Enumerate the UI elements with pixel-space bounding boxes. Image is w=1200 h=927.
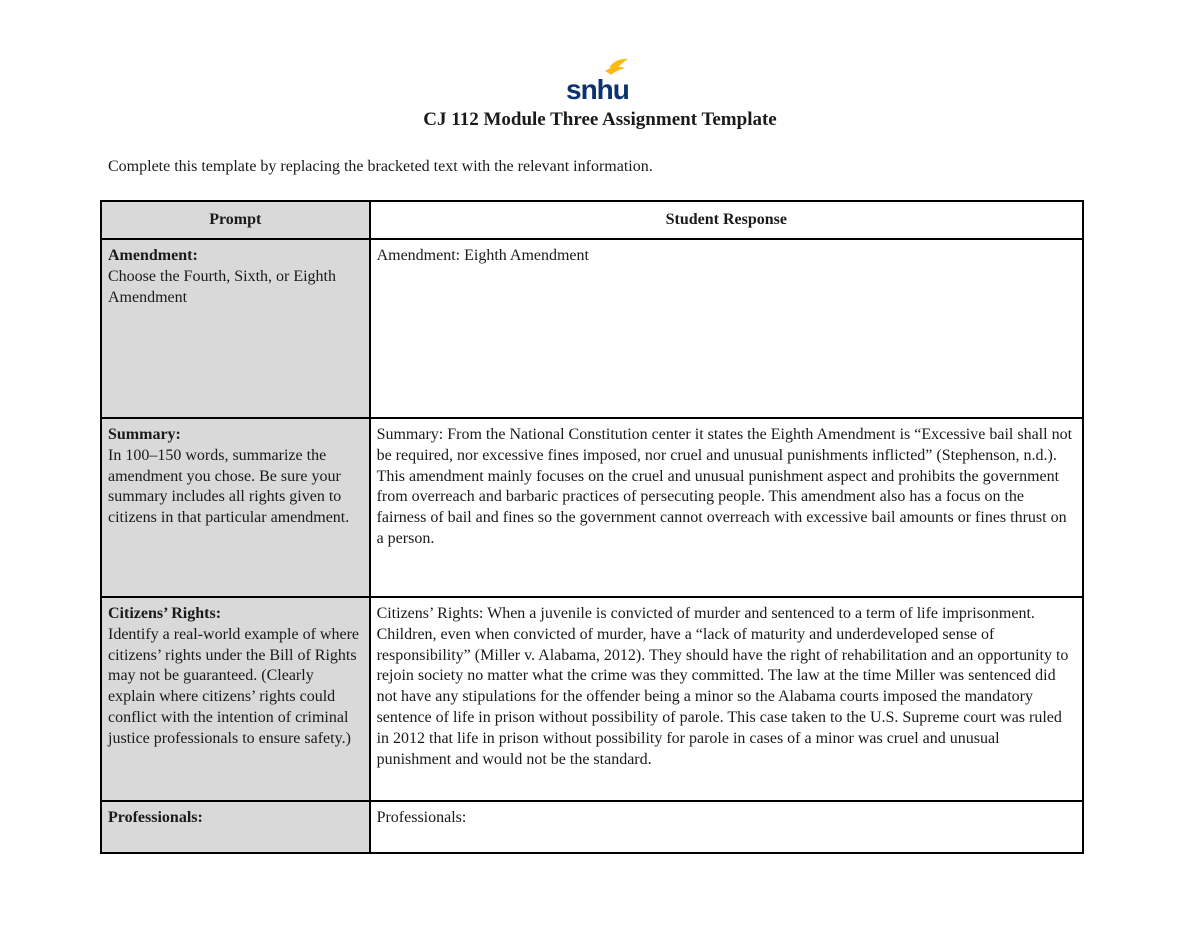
prompt-label: Professionals: — [108, 809, 203, 826]
response-cell-professionals[interactable]: Professionals: — [370, 801, 1083, 853]
prompt-cell-citizens-rights — [101, 597, 370, 801]
prompt-text: Identify a real-world example of where citizens’ rights under the Bill of Rights may not be guaranteed. (Clearly explain where citizens’ rights could conflict with the intention of criminal justice professionals to ensure safety.) — [108, 625, 359, 747]
prompt-column-header: Prompt — [101, 201, 370, 239]
prompt-label: Citizens’ Rights: — [108, 605, 222, 622]
prompt-text: Choose the Fourth, Sixth, or Eighth Amendment — [108, 267, 336, 306]
response-cell-amendment[interactable]: Amendment: Eighth Amendment — [370, 239, 1083, 418]
prompt-text: In 100–150 words, summarize the amendment you chose. Be sure your summary includes all rights given to citizens in that particular amendment. — [108, 446, 350, 527]
assignment-table — [100, 200, 1084, 854]
table-row — [101, 418, 1083, 597]
response-cell-summary[interactable]: Summary: From the National Constitution center it states the Eighth Amendment is “Excessive bail shall not be required, nor excessive fines imposed, nor cruel and unusual punishments inflicted” (Stephenson, n.d.). This amendment mainly focuses on the cruel and unusual punishment aspect and prohibits the government from overreach and barbaric practices of persecuting people. This amendment also has a focus on the fairness of bail and fines so the government cannot overreach with excessive bail amounts or fines thrust on a person. — [370, 418, 1083, 597]
snhu-logo — [565, 58, 633, 102]
prompt-cell-amendment — [101, 239, 370, 418]
table-header-row — [101, 201, 1083, 239]
table-row — [101, 801, 1083, 853]
response-cell-citizens-rights[interactable]: Citizens’ Rights: When a juvenile is convicted of murder and sentenced to a term of life imprisonment. Children, even when convicted of murder, have a “lack of maturity and underdeveloped sense of responsibility” (Miller v. Alabama, 2012). They should have the right of rehabilitation and an opportunity to rejoin society no matter what the crime was they committed. The law at the time Miller was sentenced did not have any stipulations for the offender being a minor so the Alabama courts imposed the mandatory sentence of life in prison without possibility of parole. This case taken to the U.S. Supreme court was ruled in 2012 that life in prison without possibility for parole in cases of a minor was cruel and unusual punishment and would not be the standard. — [370, 597, 1083, 801]
instructions-text: Complete this template by replacing the bracketed text with the relevant information. — [108, 158, 653, 175]
document-title: CJ 112 Module Three Assignment Template — [423, 109, 777, 130]
prompt-cell-summary — [101, 418, 370, 597]
prompt-cell-professionals — [101, 801, 370, 853]
prompt-label: Amendment: — [108, 247, 198, 264]
svg-text:snhu: snhu — [566, 74, 629, 102]
response-column-header: Student Response — [370, 201, 1083, 239]
table-row — [101, 239, 1083, 418]
table-row — [101, 597, 1083, 801]
prompt-label: Summary: — [108, 426, 181, 443]
